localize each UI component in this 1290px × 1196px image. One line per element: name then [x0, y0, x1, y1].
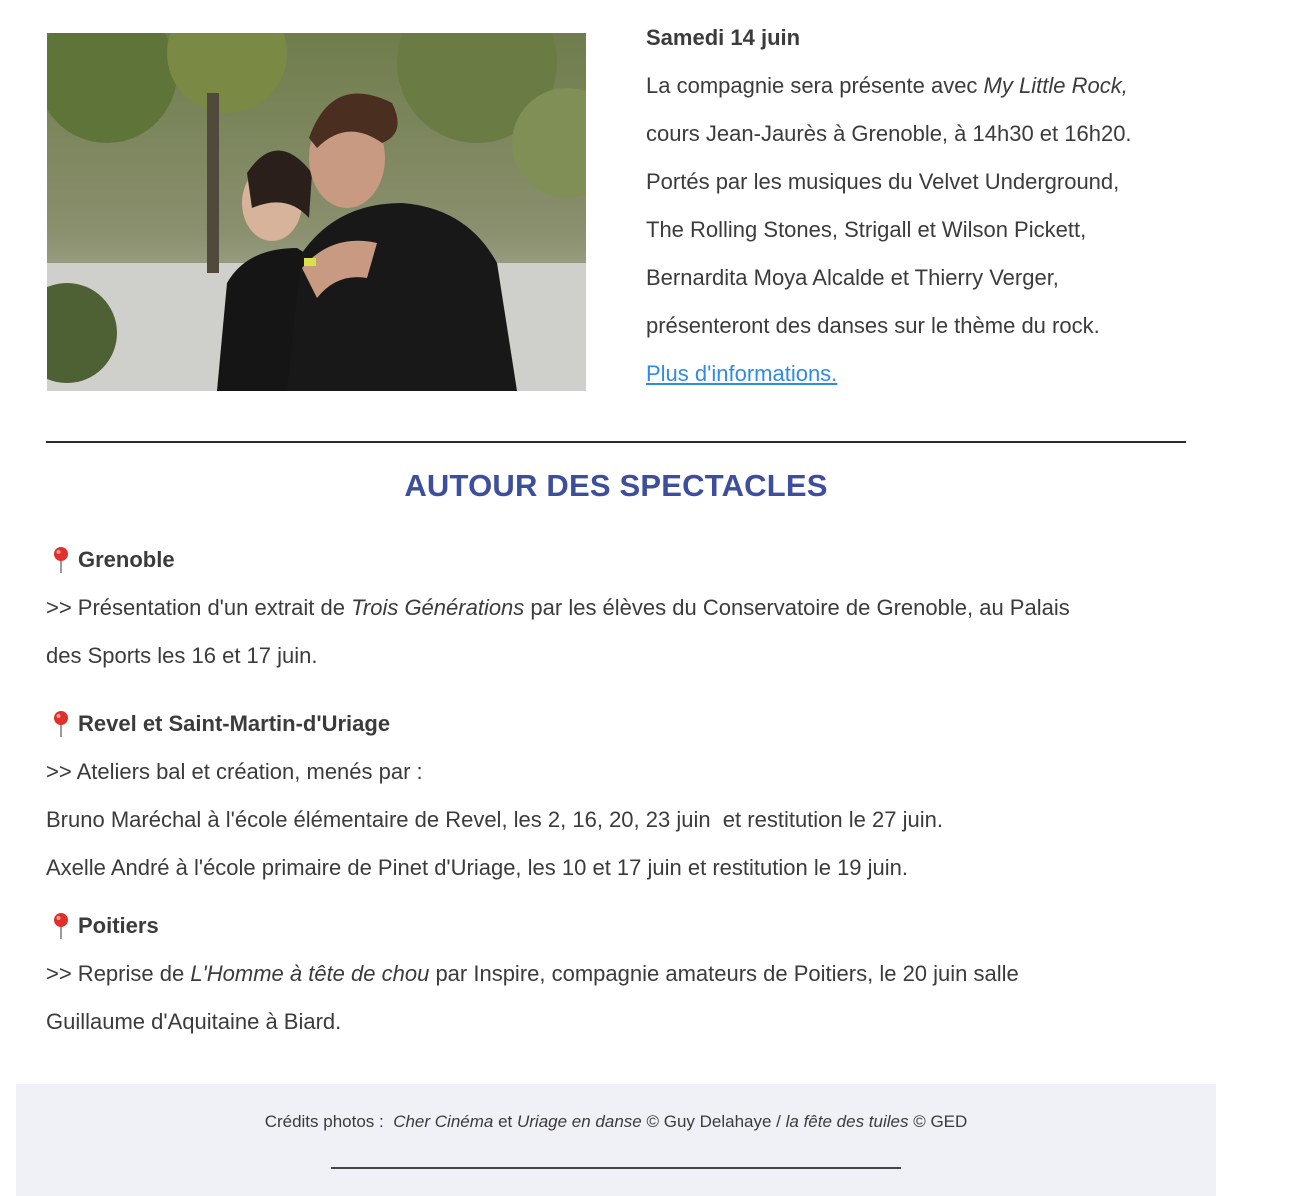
event-line-5: Bernardita Moya Alcalde et Thierry Verger, — [646, 265, 1059, 290]
event-line-1-text: La compagnie sera présente avec — [646, 73, 984, 98]
round-pushpin-icon — [46, 911, 76, 941]
show-title: My Little Rock, — [983, 73, 1128, 98]
footer — [16, 1084, 1216, 1196]
section-title: AUTOUR DES SPECTACLES — [404, 468, 828, 503]
grenoble-line-1-suffix: par les élèves du Conservatoire de Grenoble, au Palais — [524, 595, 1070, 620]
event-description — [646, 14, 1246, 398]
location-heading-revel — [46, 700, 1206, 748]
location-heading-poitiers — [46, 902, 1206, 950]
credits-copyright-1: © Guy Delahaye / — [641, 1112, 786, 1131]
poitiers-line-1 — [46, 950, 1206, 998]
event-line-1 — [646, 62, 1246, 110]
location-name: Poitiers — [78, 913, 159, 938]
location-revel — [46, 700, 1206, 892]
credits-copyright-2: © GED — [908, 1112, 968, 1131]
footer-divider — [331, 1167, 901, 1169]
grenoble-line-1 — [46, 584, 1206, 632]
location-grenoble — [46, 536, 1206, 680]
credit-work-2: Uriage en danse — [516, 1112, 642, 1131]
revel-line-3: Axelle André à l'école primaire de Pinet d'Uriage, les 10 et 17 juin et restitution le 19 juin. — [46, 855, 909, 880]
work-title: Trois Générations — [351, 595, 525, 620]
work-title: L'Homme à tête de chou — [190, 961, 430, 986]
location-heading-grenoble — [46, 536, 1206, 584]
poitiers-line-1-suffix: par Inspire, compagnie amateurs de Poitiers, le 20 juin salle — [429, 961, 1019, 986]
credits-and: et — [493, 1112, 517, 1131]
grenoble-line-1-prefix: >> Présentation d'un extrait de — [46, 595, 352, 620]
round-pushpin-icon — [46, 545, 76, 575]
location-name: Revel et Saint-Martin-d'Uriage — [78, 711, 391, 736]
location-poitiers — [46, 902, 1206, 1046]
credits-label: Crédits photos : — [264, 1112, 394, 1131]
event-line-2: cours Jean-Jaurès à Grenoble, à 14h30 et 16h20. — [646, 121, 1132, 146]
poitiers-line-2: Guillaume d'Aquitaine à Biard. — [46, 1009, 342, 1034]
more-info-link[interactable]: Plus d'informations. — [646, 361, 838, 386]
section-divider — [46, 441, 1186, 443]
credit-work-3: la fête des tuiles — [785, 1112, 909, 1131]
event-line-3: Portés par les musiques du Velvet Underground, — [646, 169, 1120, 194]
round-pushpin-icon — [46, 709, 76, 739]
photo-credits — [16, 1112, 1216, 1132]
event-line-4: The Rolling Stones, Strigall et Wilson Pickett, — [646, 217, 1087, 242]
poitiers-line-1-prefix: >> Reprise de — [46, 961, 191, 986]
credit-work-1: Cher Cinéma — [393, 1112, 494, 1131]
dancers-photo — [47, 33, 586, 391]
grenoble-line-2: des Sports les 16 et 17 juin. — [46, 643, 318, 668]
event-date: Samedi 14 juin — [646, 25, 801, 50]
event-line-6: présenteront des danses sur le thème du rock. — [646, 313, 1100, 338]
revel-line-2: Bruno Maréchal à l'école élémentaire de Revel, les 2, 16, 20, 23 juin et restitution le 27 juin. — [46, 807, 943, 832]
revel-line-1: >> Ateliers bal et création, menés par : — [46, 759, 423, 784]
location-name: Grenoble — [78, 547, 175, 572]
